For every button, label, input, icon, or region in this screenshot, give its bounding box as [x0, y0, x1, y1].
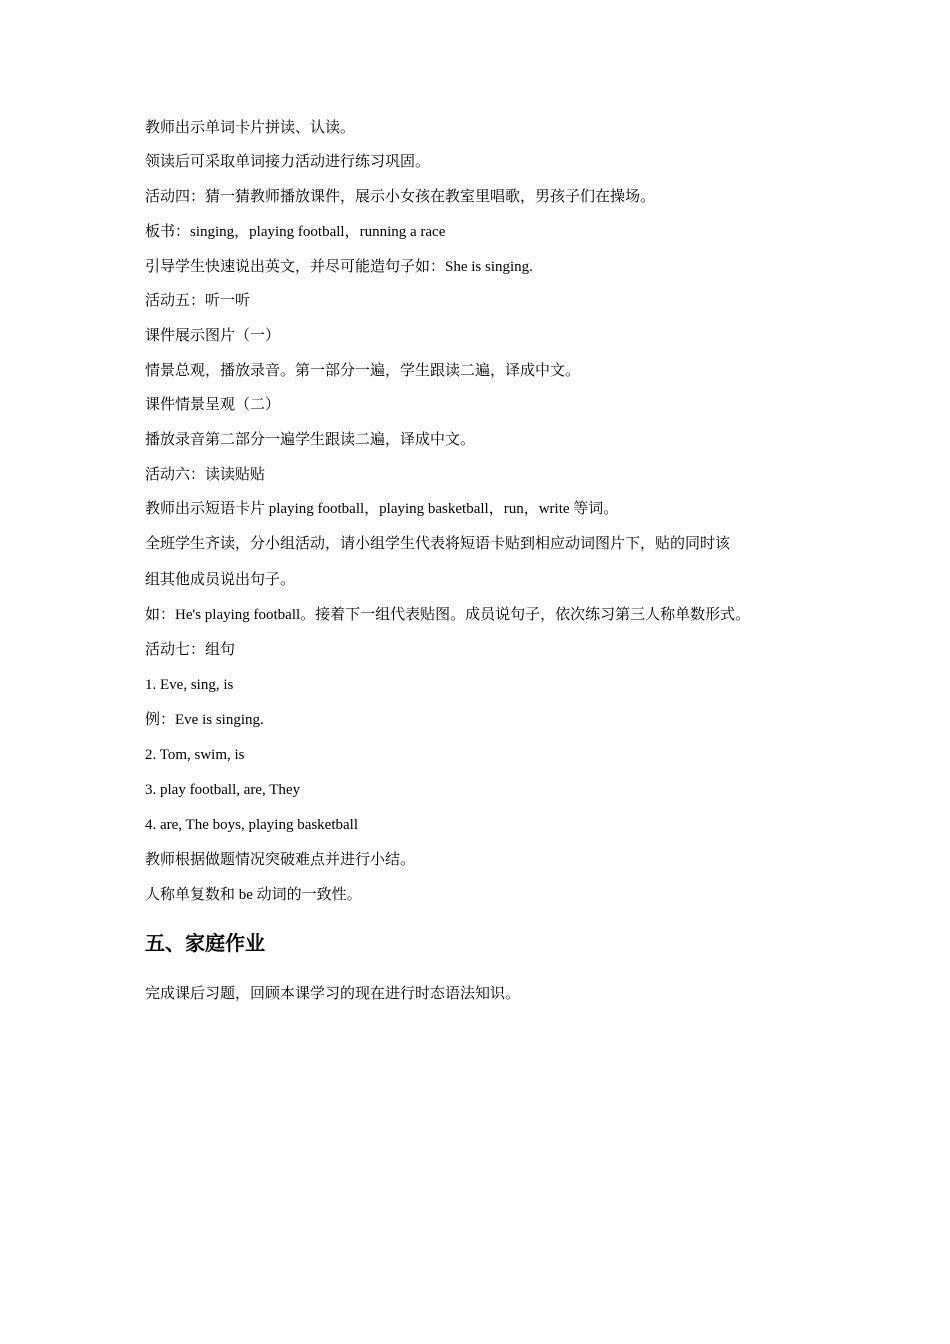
paragraph-line: 教师根据做题情况突破难点并进行小结。	[145, 852, 416, 868]
paragraph-line: 课件情景呈观（二）	[145, 397, 281, 413]
paragraph-line: 2. Tom, swim, is	[145, 747, 245, 763]
paragraph-line: 教师出示短语卡片 playing football，playing basketball，run，write 等词。	[145, 501, 619, 517]
paragraph-line: 课件展示图片（一）	[145, 328, 281, 344]
paragraph-line: 活动五：听一听	[145, 293, 251, 309]
paragraph-line: 引导学生快速说出英文，并尽可能造句子如：She is singing.	[145, 259, 533, 275]
paragraph-line: 4. are, The boys, playing basketball	[145, 817, 359, 833]
paragraph-line: 活动四：猜一猜教师播放课件，展示小女孩在教室里唱歌，男孩子们在操场。	[145, 189, 656, 205]
paragraph-line: 活动六：读读贴贴	[145, 467, 266, 483]
paragraph-line: 如：He's playing football。接着下一组代表贴图。成员说句子，依次练习第三人称单数形式。	[145, 607, 751, 623]
section-heading: 五、家庭作业	[145, 931, 265, 955]
homework-text: 完成课后习题，回顾本课学习的现在进行时态语法知识。	[145, 986, 521, 1002]
paragraph-line: 例：Eve is singing.	[145, 712, 264, 728]
paragraph-line: 3. play football, are, They	[145, 782, 301, 798]
paragraph-line: 情景总观，播放录音。第一部分一遍，学生跟读二遍，译成中文。	[145, 363, 581, 379]
paragraph-line: 全班学生齐读，分小组活动，请小组学生代表将短语卡贴到相应动词图片下，贴的同时该	[145, 536, 731, 552]
paragraph-line: 组其他成员说出句子。	[145, 572, 296, 588]
paragraph-line: 人称单复数和 be 动词的一致性。	[145, 887, 362, 903]
paragraph-line: 播放录音第二部分一遍学生跟读二遍，译成中文。	[145, 432, 476, 448]
paragraph-line: 领读后可采取单词接力活动进行练习巩固。	[145, 154, 431, 170]
paragraph-line: 板书：singing，playing football，running a race	[145, 224, 446, 240]
paragraph-line: 活动七：组句	[145, 642, 236, 658]
paragraph-line: 1. Eve, sing, is	[145, 677, 234, 693]
paragraph-line: 教师出示单词卡片拼读、认读。	[145, 120, 356, 136]
